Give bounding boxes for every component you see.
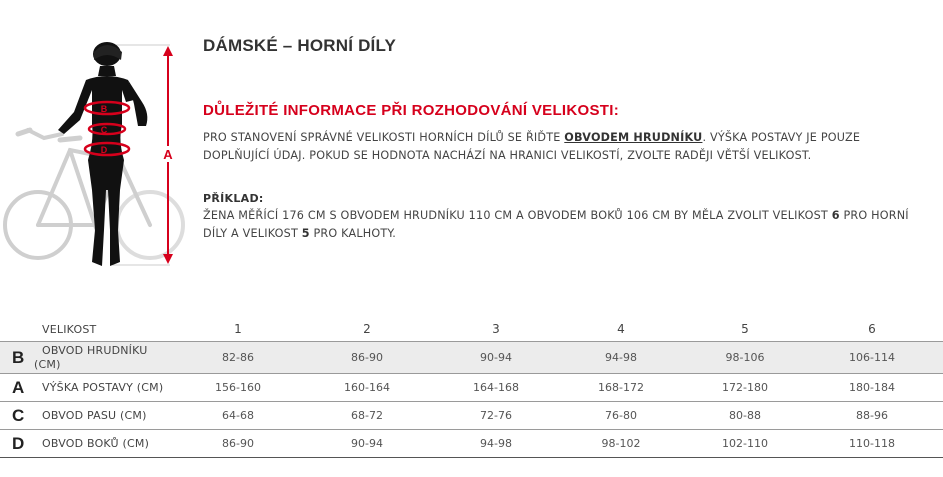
table-cell: 98-106 [725, 351, 765, 364]
table-cell: 102-110 [722, 437, 768, 450]
table-cell: 180-184 [849, 381, 895, 394]
row-letter: D [12, 433, 25, 453]
table-row [0, 342, 943, 374]
label-b: B [100, 104, 108, 114]
table-cell: 110-118 [849, 437, 895, 450]
table-row [0, 374, 943, 402]
table-cell: 86-90 [222, 437, 254, 450]
label-c: C [100, 125, 108, 135]
label-a: A [163, 147, 173, 162]
row-label-line2: (CM) [34, 358, 61, 371]
example-size-top: 6 [831, 209, 840, 222]
table-cell: 156-160 [215, 381, 261, 394]
body-measurement-figure [0, 30, 190, 280]
table-cell: 160-164 [344, 381, 390, 394]
size-header: 3 [492, 322, 500, 336]
row-label: OBVOD BOKŮ (CM) [42, 437, 150, 450]
important-text-part1: PRO STANOVENÍ SPRÁVNÉ VELIKOSTI HORNÍCH DÍLŮ SE ŘIĎTE [203, 131, 565, 144]
important-text [203, 129, 918, 164]
row-letter: A [12, 377, 25, 397]
row-label [34, 342, 192, 373]
size-header: 2 [363, 322, 371, 336]
header-label: VELIKOST [42, 322, 97, 336]
table-cell: 88-96 [856, 409, 888, 422]
label-d: D [100, 145, 108, 155]
size-header: 4 [617, 322, 625, 336]
table-cell: 106-114 [849, 351, 895, 364]
table-cell: 72-76 [480, 409, 512, 422]
row-label: OBVOD PASU (CM) [42, 409, 147, 422]
table-cell: 64-68 [222, 409, 254, 422]
page-title: DÁMSKÉ – HORNÍ DÍLY [203, 36, 397, 55]
table-cell: 68-72 [351, 409, 383, 422]
table-cell: 90-94 [351, 437, 383, 450]
size-table [0, 317, 943, 458]
row-label: VÝŠKA POSTAVY (CM) [42, 381, 164, 394]
table-header-row [0, 317, 943, 342]
table-cell: 94-98 [605, 351, 637, 364]
size-header: 5 [741, 322, 749, 336]
example-size-pants: 5 [301, 226, 310, 240]
table-cell: 98-102 [601, 437, 641, 450]
table-cell: 168-172 [598, 381, 644, 394]
table-cell: 82-86 [222, 351, 254, 364]
table-cell: 94-98 [480, 437, 512, 450]
table-row [0, 430, 943, 458]
table-row [0, 402, 943, 430]
row-letter: B [12, 347, 25, 367]
example-text-part3: PRO KALHOTY. [309, 226, 396, 240]
chest-emphasis: OBVODEM HRUDNÍKU [564, 131, 703, 144]
example-text-part1: ŽENA MĚŘÍCÍ 176 CM S OBVODEM HRUDNÍKU 110 CM A OBVODEM BOKŮ 106 CM BY MĚLA ZVOLIT VELIKOST [203, 209, 832, 222]
example-text [203, 207, 918, 242]
size-header: 6 [868, 322, 876, 336]
example-heading: PŘÍKLAD: [203, 192, 264, 205]
example-text-part2: PRO HORNÍ DÍLY A VELIKOST [203, 209, 909, 240]
size-header: 1 [234, 322, 242, 336]
important-text-part2: . VÝŠKA POSTAVY JE POUZE DOPLŇUJÍCÍ ÚDAJ. POKUD SE HODNOTA NACHÁZÍ NA HRANICI VELIKOSTÍ, ZVOLTE RADĚJI VĚTŠÍ VELIKOST. [203, 131, 861, 162]
table-cell: 164-168 [473, 381, 519, 394]
row-letter: C [12, 405, 25, 425]
table-cell: 86-90 [351, 351, 383, 364]
table-cell: 90-94 [480, 351, 512, 364]
table-cell: 80-88 [729, 409, 761, 422]
important-heading: DŮLEŽITÉ INFORMACE PŘI ROZHODOVÁNÍ VELIKOSTI: [203, 102, 620, 119]
table-cell: 172-180 [722, 381, 768, 394]
table-cell: 76-80 [605, 409, 637, 422]
row-label-line1: OBVOD HRUDNÍKU [42, 344, 148, 357]
